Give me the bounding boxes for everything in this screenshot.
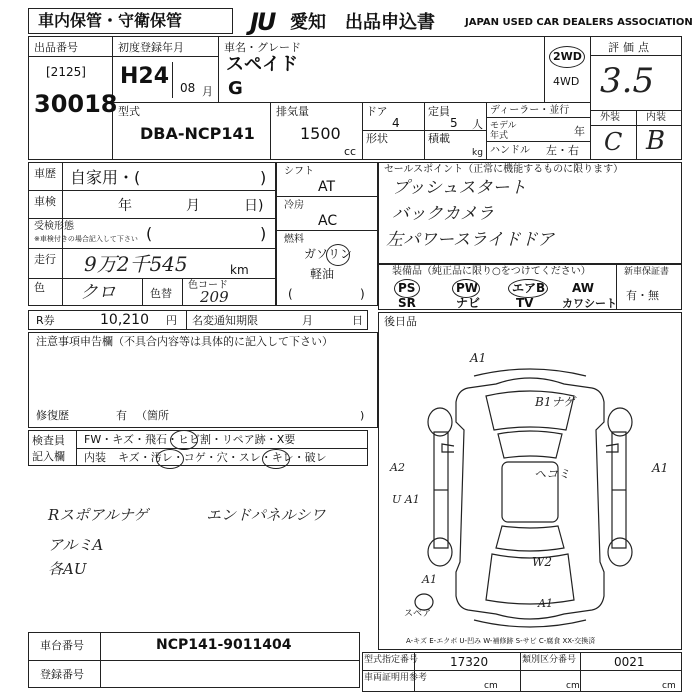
fuel-selected-circle xyxy=(326,244,350,266)
scuff-circle xyxy=(262,449,290,469)
receipt-close: ) xyxy=(260,224,267,243)
mark-9: A1 xyxy=(538,597,553,610)
lot-number: 30018 xyxy=(34,90,118,118)
color-no-label: 色替 xyxy=(150,287,172,300)
mark-1: A1 xyxy=(470,351,487,365)
receipt-note: ※車検付きの場合記入して下さい xyxy=(34,235,138,243)
chassis-label: 車台番号 xyxy=(40,639,84,652)
displacement-unit: cc xyxy=(344,145,357,158)
inspector-exterior-row: FW・キズ・飛石・ヒビ割・リペア跡・X要 xyxy=(84,433,296,446)
repair-close: ) xyxy=(360,409,365,422)
equip-tv: TV xyxy=(516,296,534,310)
equip-circle-airbag xyxy=(508,279,548,298)
usage-close: ) xyxy=(260,168,267,187)
receipt-open: ( xyxy=(146,224,153,243)
registration-label: 初度登録年月 xyxy=(118,41,184,54)
cm-unit-3: cm xyxy=(662,681,676,691)
sales-points-label: セールスポイント（正常に機能するものに限ります） xyxy=(384,164,624,175)
fuel-diesel: 軽油 xyxy=(310,267,335,281)
cm-unit-1: cm xyxy=(484,681,498,691)
rating-score: 3.5 xyxy=(600,61,655,101)
model-type-label: 型式 xyxy=(118,105,140,118)
registration-number-label: 登録番号 xyxy=(40,668,84,681)
class-label: 類別区分番号 xyxy=(522,655,577,665)
mark-2: B1ナゲ xyxy=(535,395,575,409)
inspection-month-unit: 月 xyxy=(186,198,200,214)
inspection-day-unit: 日) xyxy=(244,198,264,214)
capacity-unit: 人 xyxy=(472,118,483,131)
warranty-options: 有・無 xyxy=(626,289,659,302)
damage-legend: A-キズ E-エクボ U-凹み W-補修跡 S-サビ C-腐食 XX-交換済 xyxy=(406,637,596,645)
equip-aw: AW xyxy=(572,281,594,295)
tax-month-unit: 月 xyxy=(302,314,313,327)
stain-circle xyxy=(156,449,184,469)
aircon-value: AC xyxy=(318,213,338,229)
fuel-close: ) xyxy=(360,287,365,301)
color-code-label: 色コード xyxy=(188,280,228,291)
mark-3: A2 xyxy=(390,461,405,474)
inspector-label: 検査員 xyxy=(32,434,65,447)
chassis-value: NCP141-9011404 xyxy=(156,637,292,653)
type-spec-label: 型式指定番号 xyxy=(364,655,419,665)
model-year-unit: 年 xyxy=(574,125,585,138)
usage-label: 車歴 xyxy=(34,167,56,180)
region-name: 愛知 xyxy=(290,12,326,33)
recycle-amount: 10,210 xyxy=(100,312,149,328)
sales-point-item-3: 左パワースライドドア xyxy=(386,230,555,250)
rear-label: 後日品 xyxy=(384,315,417,328)
model-label: 車名・グレード xyxy=(224,41,301,54)
exterior-grade: C xyxy=(604,128,623,156)
repair-label: 修復歴 xyxy=(36,409,69,422)
model-grade: G xyxy=(228,78,243,99)
model-name: スペイド xyxy=(226,54,298,75)
load-label: 積載 xyxy=(428,132,450,145)
registration-era-year: H24 xyxy=(120,64,170,89)
repair-value: 有 xyxy=(116,409,127,422)
color-code-value: 209 xyxy=(200,288,229,306)
handnote-1: Rスポアルナゲ xyxy=(48,506,149,524)
aircon-label: 冷房 xyxy=(284,200,304,211)
lot-sub-number: [2125] xyxy=(46,65,86,79)
equip-ps: PS xyxy=(398,281,416,295)
handle-label: ハンドル xyxy=(490,145,530,156)
two-wd-label: 2WD xyxy=(553,50,582,63)
equip-sr: SR xyxy=(398,296,416,310)
fuel-label: 燃料 xyxy=(284,234,304,245)
equip-leather: カワシート xyxy=(562,297,617,310)
handnote-3: アルミA xyxy=(48,536,104,554)
equip-pw: PW xyxy=(456,281,479,295)
equip-circle-ps xyxy=(394,279,420,298)
capacity-label: 定員 xyxy=(428,105,450,118)
mileage-unit: km xyxy=(230,263,249,277)
displacement-value: 1500 xyxy=(300,124,341,143)
exterior-label: 外装 xyxy=(600,112,620,123)
inspection-year-unit: 年 xyxy=(118,198,132,214)
shift-value: AT xyxy=(318,179,336,195)
class-value: 0021 xyxy=(614,655,645,669)
fuel-open: ( xyxy=(288,287,293,301)
cm-unit-2: cm xyxy=(566,681,580,691)
repair-place: （箇所 xyxy=(136,409,169,422)
shape-label: 形状 xyxy=(366,132,388,145)
color-value: クロ xyxy=(80,282,116,303)
model-type-value: DBA-NCP141 xyxy=(140,124,255,143)
shift-label: シフト xyxy=(284,166,314,177)
mark-4: ヘコミ xyxy=(534,467,571,481)
doors-label: ドア xyxy=(366,105,388,118)
cert-label: 車両証明用参考 xyxy=(364,673,428,683)
mark-8: A1 xyxy=(422,573,437,586)
inspector-label-2: 記入欄 xyxy=(32,450,65,463)
capacity-value: 5 xyxy=(450,116,458,130)
tax-label: 名変通知期限 xyxy=(192,314,258,327)
form-title: 出品申込書 xyxy=(345,12,435,33)
model-year-label: モデル年式 xyxy=(490,121,517,141)
registration-month: 08 xyxy=(180,81,196,95)
equip-airbag: エアB xyxy=(512,281,546,295)
sales-point-item-1: プッシュスタート xyxy=(392,178,527,198)
receipt-label: 受検形態 xyxy=(34,221,74,232)
inspection-label: 車検 xyxy=(34,195,56,208)
storage-label: 車内保管・守衛保管 xyxy=(38,11,183,30)
equipment-label: 装備品（純正品に限り○をつけてください） xyxy=(392,266,591,277)
car-diagram xyxy=(378,312,682,650)
handle-options: 左・右 xyxy=(546,144,579,157)
displacement-label: 排気量 xyxy=(276,105,309,118)
usage-value: 自家用・( xyxy=(70,168,141,187)
mark-10: スペア xyxy=(404,609,432,619)
sales-point-item-2: バックカメラ xyxy=(392,204,494,224)
ju-logo: JU xyxy=(250,8,275,36)
registration-month-unit: 月 xyxy=(202,85,213,98)
mark-5: A1 xyxy=(652,461,669,475)
warranty-label: 新車保証書 xyxy=(624,267,670,277)
mark-6: U A1 xyxy=(392,493,420,506)
equip-circle-pw xyxy=(452,279,480,298)
interior-grade: B xyxy=(646,126,666,156)
equip-navi: ナビ xyxy=(456,296,481,310)
handnote-2: エンドパネルシワ xyxy=(206,506,326,524)
fuel-gasoline: ガソリン xyxy=(304,247,353,261)
notes-label: 注意事項申告欄（不具合内容等は具体的に記入して下さい） xyxy=(36,335,333,348)
rating-label: 評価点 xyxy=(608,41,653,54)
stone-chip-circle xyxy=(170,430,198,450)
association-name: JAPAN USED CAR DEALERS ASSOCIATION xyxy=(465,17,693,28)
dealer-label: ディーラー・並行 xyxy=(490,105,570,116)
inspector-interior-row: キズ・汚レ・コゲ・穴・スレ・キレ・破レ xyxy=(118,451,327,464)
type-spec-value: 17320 xyxy=(450,655,489,669)
recycle-unit: 円 xyxy=(166,314,177,327)
lot-label: 出品番号 xyxy=(34,41,78,54)
doors-value: 4 xyxy=(392,116,400,130)
inspector-interior-label: 内装 xyxy=(84,451,106,464)
tax-day-unit: 日 xyxy=(352,314,363,327)
color-label: 色 xyxy=(34,281,45,294)
mileage-value: 9万2千545 xyxy=(84,252,188,276)
interior-label: 内装 xyxy=(646,112,666,123)
handnote-4: 各AU xyxy=(48,560,87,578)
mark-7: W2 xyxy=(532,555,552,569)
four-wd-label: 4WD xyxy=(553,75,580,88)
mileage-label: 走行 xyxy=(34,253,56,266)
recycle-label: R券 xyxy=(36,314,55,327)
load-unit: kg xyxy=(472,148,483,158)
